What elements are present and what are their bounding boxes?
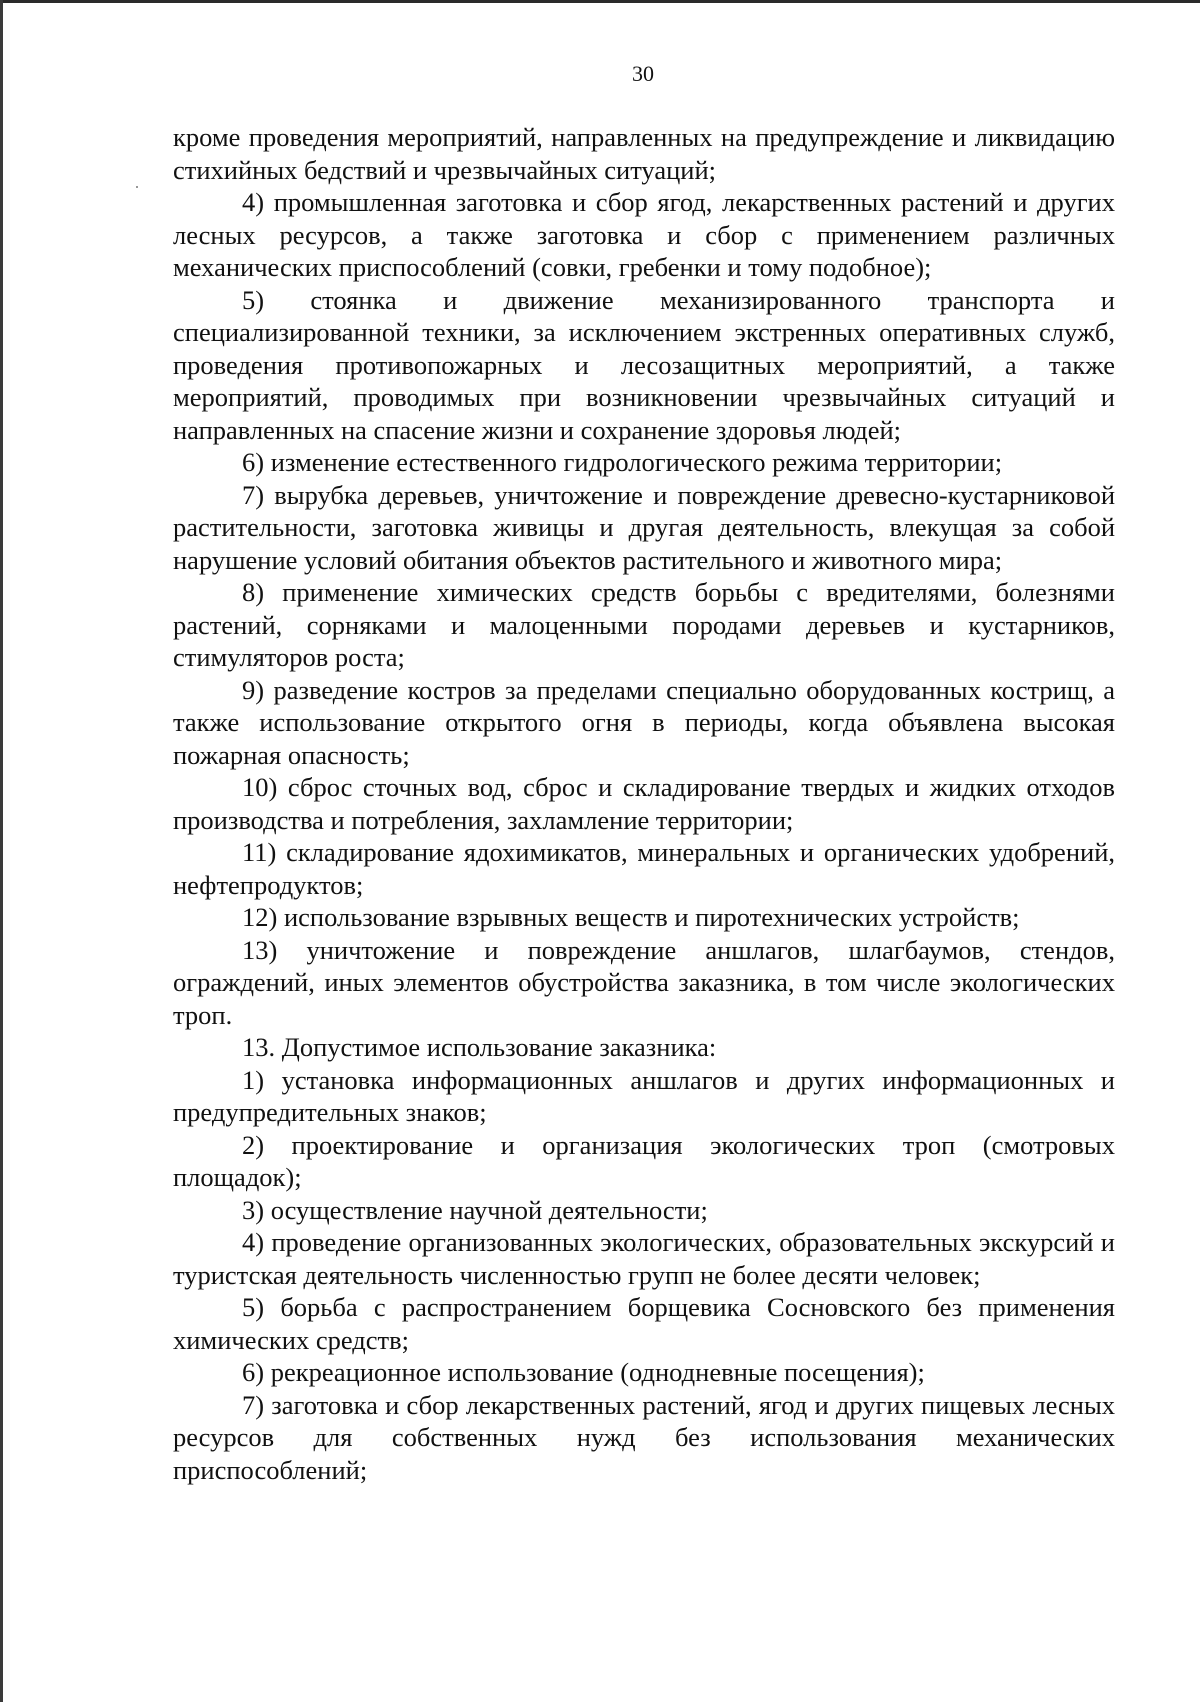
page-number: 30 — [632, 61, 654, 86]
list-item-allowed-5: 5) борьба с распространением борщевика Сосновского без применения химических средств; — [173, 1292, 1115, 1355]
list-item-prohibited-9: 9) разведение костров за пределами специально оборудованных кострищ, а также использование открытого огня в периоды, когда объявлена высокая пожарная опасность; — [173, 674, 1115, 770]
list-item-prohibited-13: 13) уничтожение и повреждение аншлагов, шлагбаумов, стендов, ограждений, иных элементов обустройства заказника, в том числе экологических троп. — [173, 934, 1115, 1030]
list-item-allowed-4: 4) проведение организованных экологических, образовательных экскурсий и туристская деятельность численностью групп не более десяти человек; — [173, 1227, 1115, 1290]
list-item-allowed-3: 3) осуществление научной деятельности; — [242, 1194, 708, 1225]
list-item-allowed-6: 6) рекреационное использование (однодневные посещения); — [242, 1357, 925, 1387]
list-item-allowed-7: 7) заготовка и сбор лекарственных растений, ягод и других пищевых лесных ресурсов для собственных нужд без использования механических приспособлений; — [173, 1389, 1115, 1485]
list-item-allowed-2: 2) проектирование и организация экологических троп (смотровых площадок); — [173, 1129, 1115, 1192]
list-item-prohibited-12: 12) использование взрывных веществ и пиротехнических устройств; — [242, 902, 1020, 932]
list-item-prohibited-5: 5) стоянка и движение механизированного транспорта и специализированной техники, за исключением экстренных оперативных служб, проведения противопожарных и лесозащитных мероприятий, а также мероприятий, проводимых при возникновении чрезвычайных ситуаций и направленных на спасение жизни и сохранение здоровья людей; — [173, 284, 1115, 445]
list-item-prohibited-10: 10) сброс сточных вод, сброс и складирование твердых и жидких отходов производства и потребления, захламление территории; — [173, 772, 1115, 835]
document-body — [173, 121, 1115, 1486]
list-item-prohibited-6: 6) изменение естественного гидрологического режима территории; — [242, 447, 1003, 477]
list-item-prohibited-7: 7) вырубка деревьев, уничтожение и повреждение древесно-кустарниковой растительности, заготовка живицы и другая деятельность, влекущая за собой нарушение условий обитания объектов растительного и животного мира; — [173, 479, 1115, 575]
scan-edge-left — [0, 0, 3, 1702]
list-item-prohibited-4: 4) промышленная заготовка и сбор ягод, лекарственных растений и других лесных ресурсов, а также заготовка и сбор с применением различных механических приспособлений (совки, гребенки и тому подобное); — [173, 187, 1115, 282]
section-heading-13: 13. Допустимое использование заказника: — [242, 1032, 717, 1062]
list-item-prohibited-11: 11) складирование ядохимикатов, минеральных и органических удобрений, нефтепродуктов; — [173, 837, 1115, 900]
scan-edge-top — [0, 0, 1200, 3]
scan-speck — [136, 186, 138, 188]
list-item-allowed-1: 1) установка информационных аншлагов и других информационных и предупредительных знаков; — [173, 1064, 1115, 1127]
paragraph-continuation: кроме проведения мероприятий, направленных на предупреждение и ликвидацию стихийных бедствий и чрезвычайных ситуаций; — [173, 122, 1115, 185]
list-item-prohibited-8: 8) применение химических средств борьбы с вредителями, болезнями растений, сорняками и малоценными породами деревьев и кустарников, стимуляторов роста; — [173, 577, 1115, 672]
